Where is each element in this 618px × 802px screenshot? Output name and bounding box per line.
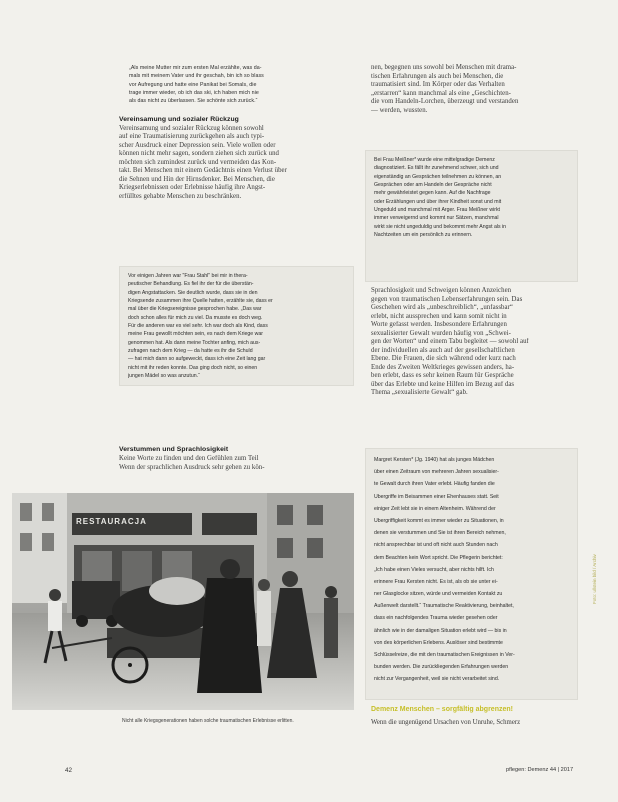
text-line: Kriegserlebnissen oder Erlebnisse häufig ihre Angst- [119, 184, 266, 192]
section-heading-accent: Demenz Menschen – sorgfältig abgrenzen! [371, 706, 513, 713]
text-line: Ebene. Die Frauen, die sich während oder kurz nach [371, 355, 516, 362]
text-line: Nachtzeiten um ein persönlich zu erinnern. [374, 232, 473, 239]
text-line: Bei Frau Meißner* wurde eine mittelgradige Demenz [374, 157, 495, 163]
case-study-box [119, 266, 354, 386]
text-line: Thema „sexualisierte Gewalt“ gab. [371, 389, 468, 396]
text-line: vor Aufregung und hatte eine Panikat bei Somals, die [129, 81, 257, 88]
section-heading: Verstummen und Sprachlosigkeit [119, 446, 229, 453]
text-line: takt. Bei Menschen mit einem Gedächtnis einen Verlust über [119, 167, 287, 175]
text-line: scher Ausdruck einer Depression sein. Viele wollen oder [119, 141, 276, 149]
text-line: immer verweigernd und kommt nur Sätzen, manchmal [374, 215, 499, 222]
section-heading: Vereinsamung und sozialer Rückzug [119, 115, 239, 123]
text-line: dass ein nachfolgendes Trauma wieder gesehen oder [374, 615, 498, 622]
text-line: erinnere Frau Kersten nicht. Es ist, als ob sie unter ei- [374, 578, 498, 585]
text-line: dem Beachten kein Wort spricht. Die Pflegerin berichtet: [374, 554, 503, 561]
text-line: peutischer Behandlung. Es fiel ihr der für die überstän- [128, 281, 254, 288]
text-line: können nicht mehr sagen, sondern ziehen sich zurück und [119, 150, 279, 158]
photo-caption: Nicht alle Kriegsgenerationen haben solche traumatischen Erlebnisse erlitten. [122, 718, 294, 724]
body-paragraph [119, 455, 354, 472]
text-line: „Ich habe einen Vieles versucht, aber nichts hilft. Ich [374, 566, 494, 573]
left-column [119, 64, 354, 201]
text-line: die Sehnen und Hin der Hirnsdenker. Bei Menschen, die [119, 175, 275, 183]
text-line: doch schon alles für mich zu viel. Da musste es doch weg. [128, 314, 263, 321]
text-line: ner Glasglocke sitzen, würde und vermeiden Kontakt zu [374, 591, 503, 598]
text-line: als das nicht zu überlassen. Sie schönte sich zurück.“ [129, 98, 258, 105]
text-line: trage immer wieder, ob ich das ski, ich haben mich nie [129, 90, 259, 97]
text-line: ben erlebt, dass es sehr keinen Raum für Gespräche [371, 372, 514, 379]
text-line: denen sie verstummen und Sie ist ihren Bereich nehmen, [374, 530, 506, 537]
text-line: über das Erlebte und keine Hilfen im Bezug auf das [371, 380, 515, 388]
text-line: meine Frau gewollt möchten sein, es nach dem Kriege war [128, 331, 263, 338]
text-line: diagnostiziert. Es fällt ihr zunehmend schwer, sich und [374, 165, 499, 172]
text-line: genommen hat. Als dann meine Tochter anfing, mich aus- [128, 339, 261, 346]
case-study-box [365, 150, 578, 282]
text-line: erlebt, nicht aussprechen und kann somit nicht in [371, 312, 507, 320]
left-column-lower [119, 445, 354, 472]
text-line: Wenn der sprachlichen Ausdruck sehr gehen zu kön- [119, 463, 265, 471]
text-line: jungen Mädel so was anzutun.“ [128, 373, 200, 380]
text-line: tischen Erfahrungen als auch bei Menschen, die [371, 72, 504, 80]
text-line: Ungeduld und manchmal mit Ärger. Frau Meißner wirkt [374, 207, 500, 214]
text-line: die vom Handeln-Lorchen, überzeugt und verstanden [371, 98, 519, 105]
text-line: mals mit meinem Vater und ihr geschah, bin ich so blass [129, 73, 264, 80]
text-line: mal über die Kriegsereignisse gesprochen habe. „Das war [128, 306, 262, 313]
text-line: Vor einigen Jahren war "Frau Stahl" bei mir in thera- [128, 273, 248, 279]
text-line: Gesprächen oder am Handeln der Gespräche nicht [374, 182, 492, 189]
historic-street-photo [12, 493, 354, 710]
right-column-top [371, 64, 577, 115]
body-paragraph [119, 125, 354, 202]
text-line: nen, begegnen uns sowohl bei Menschen mit drama- [371, 64, 517, 71]
text-line: einiger Zeit lebt sie in einem Altenheim. Während der [374, 505, 496, 512]
text-line: — hat mich dann so aufgeweckt, dass ich eine Zeit lang gar [128, 356, 266, 363]
text-line: von des körperlichen Erlebens. Auslöser sind bestimmte [374, 639, 503, 646]
right-column-middle [371, 287, 577, 398]
text-line: nicht zur Vergangenheit, weil sie nicht verarbeitet sind. [374, 676, 500, 683]
text-line: wirkt sie nicht ungeduldig und bekommt mehr Angst als in [374, 223, 507, 230]
text-line: Keine Worte zu finden und den Gefühlen zum Teil [119, 455, 259, 462]
text-line: oder Erzählungen und über ihrer Kindheit sonst und mit [374, 198, 502, 205]
text-line: sexualisierter Gewalt wurden häufig von „Schwei- [371, 329, 511, 337]
text-line: gen der Worten“ und einem Tabu begleitet — sowohl auf [371, 338, 529, 345]
text-line: mehr gewährleistet gegen kann. Auf die Nachfrage [374, 190, 491, 197]
text-line: nicht ansprechbar ist und oft nicht auch Stunden nach [374, 542, 498, 549]
text-line: Vereinsamung und sozialer Rückzug können sowohl [119, 124, 264, 132]
text-line: te Gewalt durch ihren Vater erlebt. Häufig fanden die [374, 481, 495, 488]
restaurant-sign: RESTAURACJA [76, 517, 147, 526]
text-line: Kriegsende zusammen ihre Quelle hatten, erzählte sie, dass er [128, 298, 273, 305]
text-line: digen Angstattacken. Sie deutlich wurde, dass sie in den [128, 289, 258, 296]
text-line: eigenständig an Gesprächen teilnehmen zu können, an [374, 173, 502, 180]
text-line: der individuellen als auch auf der gesellschaftlichen [371, 346, 515, 354]
text-line: traumatisiert sind. Im Körper oder das Verhalten [371, 81, 505, 88]
magazine-footer: pflegen: Demenz 44 | 2017 [506, 767, 574, 773]
text-line: gegen von traumatischen Lebenserfahrungen sein. Das [371, 295, 523, 303]
text-line: Übergriffigkeit kommt es immer wieder zu Situationen, in [374, 517, 504, 524]
text-line: Für die anderen war es viel sehr. Ich war doch als Kind, dass [128, 323, 268, 330]
text-line: nicht mit ihr reden konnte. Das ging doch nicht, so einen [128, 364, 258, 371]
intro-quote [119, 64, 354, 106]
text-line: Worte gefasst werden. Insbesondere Erfahrungen [371, 321, 507, 328]
text-line: „erstarren“ kann manchmal als eine „Geschichten- [371, 89, 511, 97]
text-line: Sprachlosigkeit und Schweigen können Anzeichen [371, 287, 512, 294]
text-line: über einen Zeitraum von mehreren Jahren sexualisier- [374, 469, 499, 476]
body-text-line: Wenn die ungenügend Ursachen von Unruhe, Schmerz [371, 719, 521, 726]
text-line: zufragen nach dem Krieg — da hatte es ihr die Schuld [128, 348, 253, 355]
text-line: auf eine Traumatisierung zurückgehen als auch typi- [119, 133, 265, 141]
text-line: ähnlich wie in der damaligen Situation erlebt wird — bis in [374, 627, 507, 634]
text-line: erfülltes gehabte Menschen zu beschränken. [119, 192, 242, 200]
text-line: Außenwelt darstellt.“ Traumatische Reaktivierung, beinhaltet, [374, 603, 514, 610]
text-line: Ende des Zweiten Weltkrieges gewissen anders, ha- [371, 363, 515, 371]
page-number: 42 [65, 767, 73, 774]
text-line: „Als meine Mutter mir zum ersten Mal erzählte, was da- [129, 65, 262, 71]
text-line: möchten sich zumindest zurück und vermeiden das Kon- [119, 158, 277, 166]
photo-credit: Foto: ullstein bild / Archiv [592, 554, 597, 604]
text-line: Geschehen wird als „unbeschreiblich“, „unfassbar“ [371, 304, 513, 311]
text-line: Schlüsselreize, die mit den traumatischen Ereignissen in Ver- [374, 652, 515, 658]
text-line: Margret Kersten* (Jg. 1940) hat als junges Mädchen [374, 457, 495, 463]
text-line: bunden werden. Die zurückliegenden Erfahrungen werden [374, 664, 509, 671]
case-study-box [365, 448, 578, 700]
text-line: — werden, wussten. [371, 106, 428, 114]
text-line: Übergriffe im Beisammen einer Ehenhauses statt. Seit [374, 493, 499, 500]
